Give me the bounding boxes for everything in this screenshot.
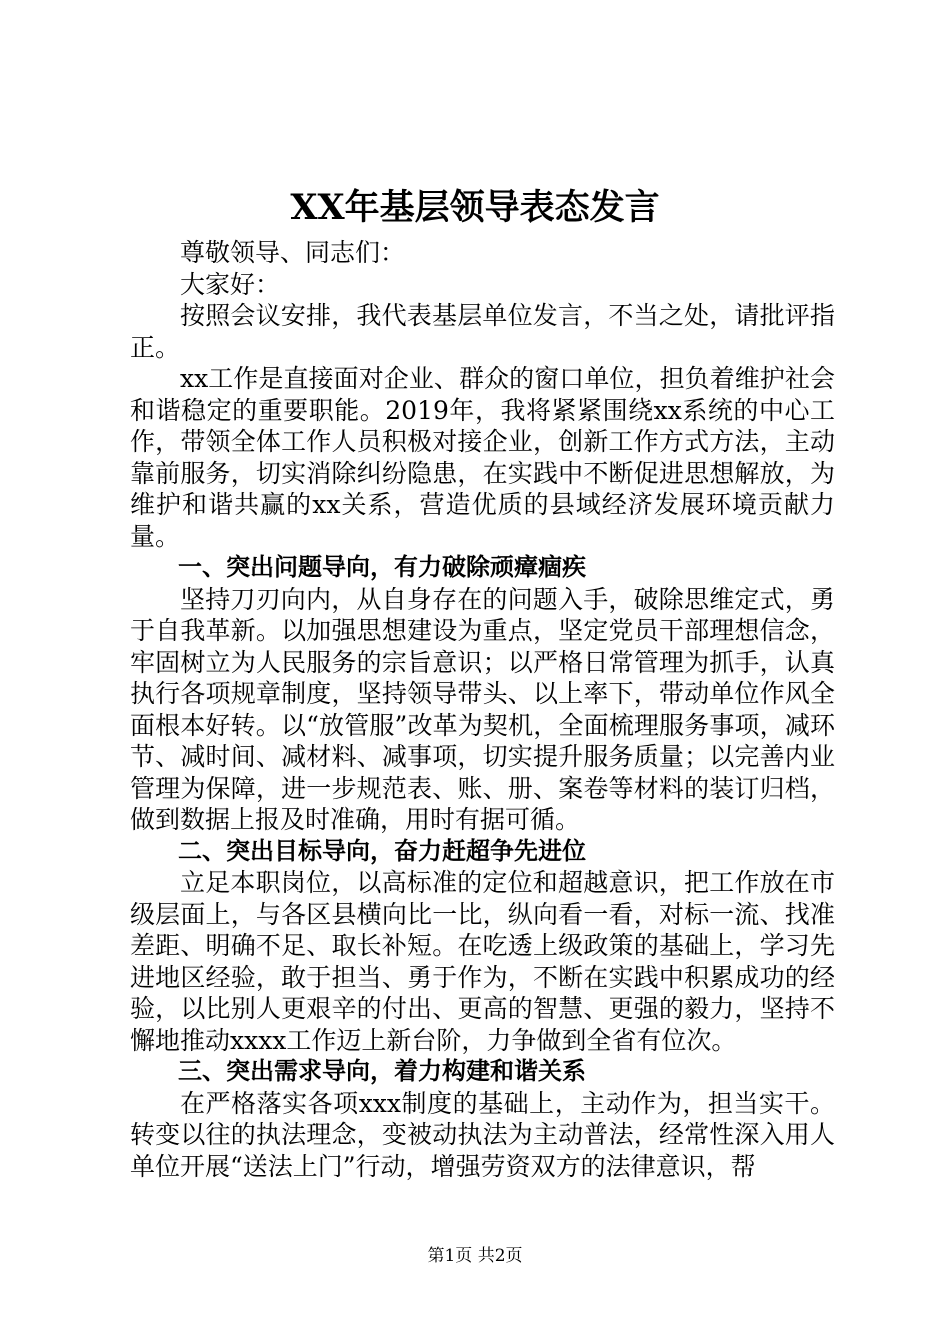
section-heading-2: 二、突出目标导向，奋力赶超争先进位 (178, 836, 586, 865)
section-heading-1: 一、突出问题导向，有力破除顽瘴痼疾 (178, 553, 586, 581)
page-number-footer: 第1页 共2页 (427, 1246, 523, 1266)
section-paragraph-2: 立足本职岗位，以高标准的定位和超越意识，把工作放在市级层面上，与各区县横向比一比，纵向看一看，对标一流、找准差距、明确不足、取长补短。在吃透上级政策的基础上，学习先进地区经验，敢于担当、勇于作为，不断在实践中积累成功的经验，以比别人更艰辛的付出、更高的智慧、更强的毅力，坚持不懈地推动xxxx工作迈上新台阶，力争做到全省有位次。 (130, 868, 835, 1055)
salutation: 尊敬领导、同志们： (180, 238, 406, 267)
section-heading-3: 三、突出需求导向，着力构建和谐关系 (178, 1057, 586, 1085)
document-body (130, 237, 835, 1182)
greeting: 大家好： (180, 269, 281, 299)
section-paragraph-1: 坚持刀刃向内，从自身存在的问题入手，破除思维定式，勇于自我革新。以加强思想建设为重点，坚定党员干部理想信念，牢固树立为人民服务的宗旨意识；以严格日常管理为抓手，认真执行各项规章制度，坚持领导带头、以上率下，带动单位作风全面根本好转。以“放管服”改革为契机，全面梳理服务事项，减环节、减时间、减材料、减事项，切实提升服务质量；以完善内业管理为保障，进一步规范表、账、册、案卷等材料的装订归档，做到数据上报及时准确，用时有据可循。 (130, 584, 835, 834)
intro-paragraph: 按照会议安排，我代表基层单位发言，不当之处，请批评指正。 (130, 301, 835, 362)
overview-paragraph: xx工作是直接面对企业、群众的窗口单位，担负着维护社会和谐稳定的重要职能。2019年，我将紧紧围绕xx系统的中心工作，带领全体工作人员积极对接企业，创新工作方式方法，主动靠前服务，切实消除纠纷隐患，在实践中不断促进思想解放，为维护和谐共赢的xx关系，营造优质的县域经济发展环境贡献力量。 (130, 364, 835, 551)
section-paragraph-3: 在严格落实各项xxx制度的基础上，主动作为，担当实干。转变以往的执法理念，变被动执法为主动普法，经常性深入用人单位开展“送法上门”行动，增强劳资双方的法律意识，帮 (130, 1088, 835, 1181)
document-title: XX年基层领导表态发言 (290, 187, 660, 228)
